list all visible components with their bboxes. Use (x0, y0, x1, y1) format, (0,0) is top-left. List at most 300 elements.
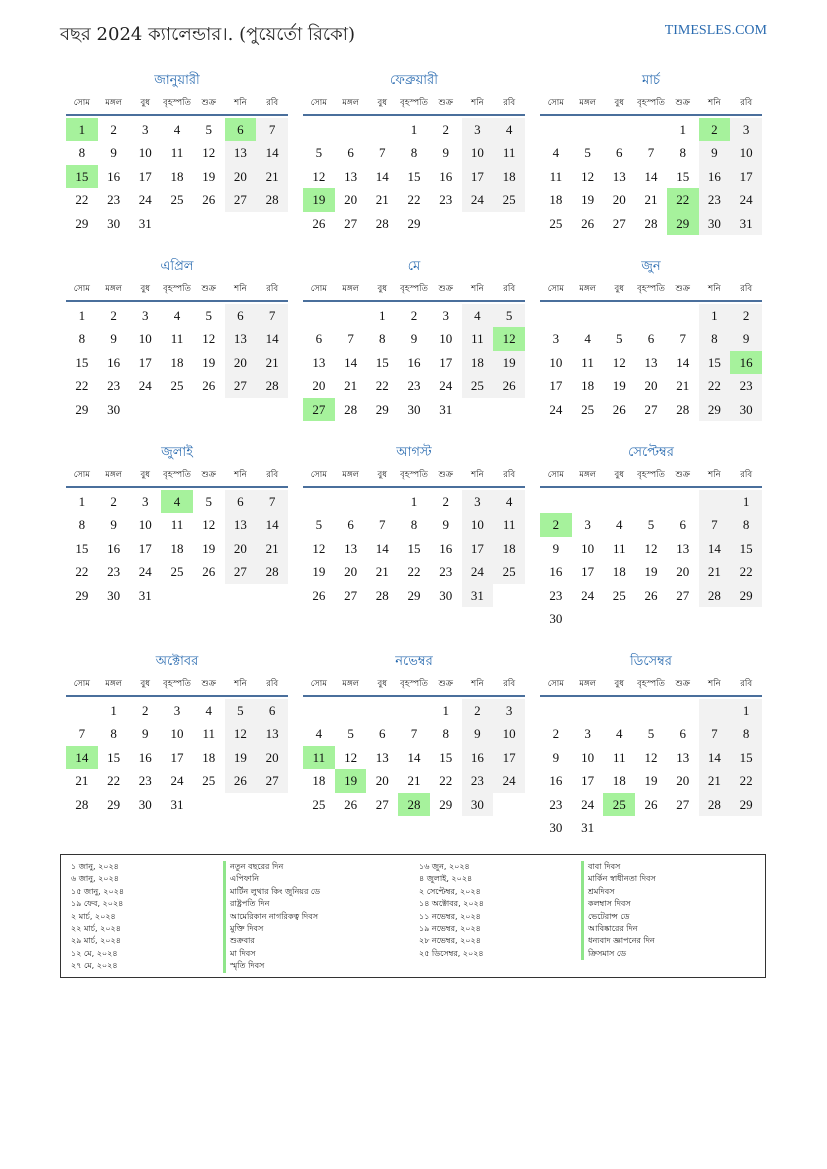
day-cell: 27 (676, 796, 690, 812)
legend-date: ২৯ মার্চ, ২০২৪ (71, 936, 121, 946)
weekday-label: শনি (708, 470, 721, 480)
holiday-day-cell: 27 (303, 398, 335, 421)
legend-date: ১৫ জানু, ২০২৪ (71, 886, 125, 896)
day-cell: 27 (612, 215, 626, 231)
day-cell: 13 (225, 327, 257, 350)
day-cell: 16 (699, 165, 731, 188)
day-cell: 31 (170, 796, 184, 812)
day-cell: 9 (442, 517, 449, 533)
weekday-label: সোম (73, 98, 90, 108)
day-cell: 27 (225, 188, 257, 211)
weekday-label: বৃহস্পতি (637, 470, 665, 480)
empty-cell (635, 304, 667, 327)
day-cell: 17 (581, 773, 595, 789)
day-cell: 1 (679, 122, 686, 137)
day-cell: 30 (439, 587, 453, 603)
day-cell: 6 (256, 699, 288, 722)
empty-cell (603, 699, 635, 722)
weekday-label: বৃহস্পতি (637, 679, 665, 689)
legend-date: ১২ মে, ২০২৪ (71, 948, 118, 958)
day-cell: 23 (730, 374, 762, 397)
day-cell: 22 (375, 378, 389, 394)
day-cell: 14 (375, 168, 389, 184)
day-cell: 15 (439, 749, 453, 765)
weekday-header (66, 464, 288, 488)
weekday-label: বৃহস্পতি (163, 470, 191, 480)
day-cell: 26 (344, 796, 358, 812)
weekday-label: বুধ (377, 98, 388, 108)
day-cell: 31 (138, 215, 152, 231)
day-cell: 25 (493, 188, 525, 211)
weekday-label: রবি (503, 284, 516, 294)
day-cell: 24 (170, 773, 184, 789)
holiday-day-cell: 2 (699, 118, 731, 141)
day-cell: 20 (375, 773, 389, 789)
weekday-label: বুধ (377, 470, 388, 480)
day-cell: 3 (173, 703, 181, 718)
day-cell: 21 (699, 560, 731, 583)
legend-holiday-name: মা দিবস (223, 948, 320, 960)
days-grid (303, 699, 525, 816)
empty-cell (699, 490, 731, 513)
weekday-label: শুক্র (675, 679, 690, 689)
day-cell: 11 (613, 540, 626, 556)
weekday-label: সোম (73, 284, 90, 294)
day-cell: 3 (552, 331, 560, 347)
day-cell: 20 (676, 564, 690, 580)
day-cell: 2 (730, 304, 762, 327)
day-cell: 3 (462, 490, 494, 513)
day-cell: 27 (676, 587, 690, 603)
weekday-label: মঙ্গল (105, 98, 122, 108)
empty-cell (540, 490, 572, 513)
day-cell: 18 (170, 354, 184, 370)
days-grid (303, 118, 525, 235)
legend-date: ২ সেপ্টেম্বর, ২০২৪ (419, 886, 481, 896)
day-cell: 29 (730, 584, 762, 607)
day-cell: 10 (462, 141, 494, 164)
weekday-label: মঙ্গল (105, 679, 122, 689)
holiday-day-cell: 15 (66, 165, 98, 188)
holiday-day-cell: 28 (398, 793, 430, 816)
day-cell: 3 (462, 118, 494, 141)
day-cell: 25 (493, 560, 525, 583)
day-cell: 18 (612, 773, 626, 789)
day-cell: 16 (107, 354, 121, 370)
day-cell: 1 (78, 308, 86, 323)
weekday-label: বুধ (140, 98, 151, 108)
weekday-label: মঙ্গল (342, 470, 359, 480)
day-cell: 23 (138, 773, 152, 789)
day-cell: 3 (584, 517, 591, 533)
empty-cell (540, 304, 572, 327)
month-name: ডিসেম্বর (630, 654, 672, 669)
day-cell: 4 (462, 304, 494, 327)
day-cell: 29 (407, 215, 421, 231)
legend-holiday-name: এপিফানি (223, 873, 320, 885)
day-cell: 6 (225, 304, 257, 327)
day-cell: 24 (462, 560, 494, 583)
day-cell: 14 (256, 327, 288, 350)
empty-cell (303, 304, 335, 327)
days-grid (540, 304, 762, 421)
day-cell: 10 (170, 726, 184, 742)
day-cell: 21 (75, 773, 89, 789)
empty-cell (366, 118, 398, 141)
day-cell: 9 (462, 722, 494, 745)
day-cell: 4 (173, 122, 181, 137)
day-cell: 29 (75, 215, 89, 231)
weekday-label: শুক্র (438, 98, 453, 108)
empty-cell (572, 304, 604, 327)
day-cell: 7 (410, 726, 418, 742)
day-cell: 18 (493, 537, 525, 560)
weekday-label: রবি (266, 470, 279, 480)
day-cell: 24 (138, 564, 152, 580)
weekday-label: শনি (471, 284, 484, 294)
month-block (66, 651, 288, 816)
day-cell: 10 (493, 722, 525, 745)
days-grid (303, 304, 525, 421)
day-cell: 26 (312, 587, 326, 603)
day-cell: 11 (581, 354, 594, 370)
day-cell: 1 (379, 308, 386, 323)
day-cell: 23 (439, 192, 453, 208)
day-cell: 17 (439, 354, 453, 370)
weekday-label: মঙ্গল (342, 679, 359, 689)
day-cell: 24 (493, 769, 525, 792)
day-cell: 5 (205, 308, 212, 323)
empty-cell (603, 118, 635, 141)
day-cell: 10 (138, 331, 152, 347)
legend-left-dates (71, 861, 124, 973)
weekday-header (540, 464, 762, 488)
weekday-label: রবি (740, 284, 753, 294)
day-cell: 26 (581, 215, 595, 231)
weekday-label: শুক্র (201, 98, 216, 108)
days-grid (540, 118, 762, 235)
weekday-label: বুধ (140, 679, 151, 689)
day-cell: 8 (379, 331, 386, 347)
day-cell: 7 (699, 513, 731, 536)
weekday-label: রবি (266, 284, 279, 294)
empty-cell (66, 699, 98, 722)
day-cell: 21 (375, 564, 389, 580)
day-cell: 30 (730, 398, 762, 421)
day-cell: 5 (584, 145, 591, 161)
day-cell: 21 (407, 773, 421, 789)
day-cell: 29 (730, 793, 762, 816)
day-cell: 4 (616, 726, 623, 742)
day-cell: 24 (138, 192, 152, 208)
holiday-day-cell: 1 (66, 118, 98, 141)
day-cell: 18 (612, 564, 626, 580)
weekday-label: বৃহস্পতি (163, 679, 191, 689)
day-cell: 23 (462, 769, 494, 792)
legend-holiday-name: মার্কিন স্বাধীনতা দিবস (581, 873, 656, 885)
day-cell: 24 (581, 796, 595, 812)
day-cell: 27 (225, 560, 257, 583)
holiday-day-cell: 6 (225, 118, 257, 141)
day-cell: 6 (315, 331, 323, 347)
day-cell: 19 (581, 192, 595, 208)
day-cell: 2 (442, 494, 449, 509)
day-cell: 10 (730, 141, 762, 164)
day-cell: 3 (142, 122, 149, 137)
site-link[interactable]: TIMESLES.COM (664, 23, 767, 38)
day-cell: 5 (205, 122, 212, 137)
day-cell: 13 (612, 168, 626, 184)
day-cell: 20 (256, 746, 288, 769)
holiday-day-cell: 12 (493, 327, 525, 350)
day-cell: 18 (202, 749, 216, 765)
empty-cell (572, 118, 604, 141)
weekday-header (540, 278, 762, 302)
weekday-label: বুধ (614, 679, 625, 689)
day-cell: 11 (493, 513, 525, 536)
day-cell: 25 (170, 378, 184, 394)
holiday-day-cell: 11 (303, 746, 335, 769)
day-cell: 21 (699, 769, 731, 792)
month-block (540, 442, 762, 630)
day-cell: 11 (202, 726, 215, 742)
day-cell: 5 (647, 726, 655, 742)
day-cell: 18 (462, 351, 494, 374)
day-cell: 12 (202, 331, 216, 347)
day-cell: 28 (256, 188, 288, 211)
month-block (303, 70, 525, 235)
day-cell: 11 (549, 168, 563, 184)
legend-date: ১৯ নভেম্বর, ২০২৪ (419, 923, 481, 933)
day-cell: 28 (256, 560, 288, 583)
weekday-label: মঙ্গল (105, 284, 122, 294)
legend-date: ৪ জুলাই, ২০২৪ (419, 874, 473, 884)
month-name: ফেব্রুয়ারী (390, 73, 438, 88)
day-cell: 21 (256, 351, 288, 374)
empty-cell (635, 490, 667, 513)
day-cell: 5 (225, 699, 257, 722)
day-cell: 25 (170, 564, 184, 580)
day-cell: 30 (549, 819, 563, 835)
day-cell: 13 (344, 168, 358, 184)
day-cell: 7 (699, 722, 731, 745)
day-cell: 23 (549, 587, 563, 603)
day-cell: 26 (493, 374, 525, 397)
day-cell: 29 (107, 796, 121, 812)
day-cell: 8 (679, 145, 686, 161)
weekday-label: রবি (503, 679, 516, 689)
legend-date: ১৪ অক্টোবর, ২০২৪ (419, 899, 484, 909)
weekday-label: শুক্র (201, 470, 216, 480)
month-name: মার্চ (641, 73, 660, 88)
month-name: আগস্ট (396, 445, 432, 460)
empty-cell (667, 699, 699, 722)
day-cell: 11 (170, 517, 184, 533)
day-cell: 20 (644, 378, 658, 394)
day-cell: 30 (138, 796, 152, 812)
day-cell: 31 (730, 212, 762, 235)
day-cell: 3 (493, 699, 525, 722)
days-grid (66, 118, 288, 235)
weekday-label: মঙ্গল (579, 284, 596, 294)
weekday-label: শনি (471, 679, 484, 689)
day-cell: 3 (584, 726, 591, 742)
weekday-label: সোম (310, 679, 327, 689)
day-cell: 12 (225, 722, 257, 745)
weekday-label: সোম (547, 679, 564, 689)
days-grid (66, 304, 288, 421)
day-cell: 4 (584, 331, 591, 347)
day-cell: 12 (612, 354, 626, 370)
day-cell: 23 (407, 378, 421, 394)
day-cell: 12 (344, 749, 358, 765)
day-cell: 9 (110, 331, 117, 347)
day-cell: 4 (173, 308, 181, 323)
day-cell: 8 (110, 726, 117, 742)
month-block (66, 442, 288, 607)
day-cell: 7 (256, 304, 288, 327)
day-cell: 19 (225, 746, 257, 769)
legend-date: ৬ জানু, ২০২৪ (71, 874, 119, 884)
day-cell: 6 (647, 331, 655, 347)
day-cell: 13 (644, 354, 658, 370)
day-cell: 19 (202, 354, 216, 370)
day-cell: 2 (552, 726, 560, 742)
day-cell: 2 (110, 122, 117, 137)
day-cell: 23 (107, 564, 121, 580)
day-cell: 21 (644, 192, 658, 208)
day-cell: 26 (312, 215, 326, 231)
day-cell: 14 (407, 749, 421, 765)
day-cell: 23 (699, 188, 731, 211)
day-cell: 7 (379, 145, 386, 161)
day-cell: 28 (375, 587, 389, 603)
month-name: মে (407, 259, 421, 274)
day-cell: 21 (344, 378, 358, 394)
day-cell: 9 (730, 327, 762, 350)
empty-cell (335, 304, 367, 327)
day-cell: 30 (407, 401, 421, 417)
day-cell: 28 (676, 401, 690, 417)
day-cell: 29 (75, 587, 89, 603)
days-grid (66, 490, 288, 607)
day-cell: 25 (462, 374, 494, 397)
day-cell: 14 (344, 354, 358, 370)
day-cell: 6 (616, 145, 623, 161)
day-cell: 28 (256, 374, 288, 397)
day-cell: 14 (676, 354, 690, 370)
day-cell: 8 (442, 726, 449, 742)
day-cell: 23 (107, 192, 121, 208)
day-cell: 20 (676, 773, 690, 789)
day-cell: 10 (462, 513, 494, 536)
month-block (540, 70, 762, 235)
day-cell: 3 (142, 308, 149, 323)
holiday-day-cell: 16 (730, 351, 762, 374)
day-cell: 29 (439, 796, 453, 812)
day-cell: 22 (107, 773, 121, 789)
month-name: জুলাই (161, 445, 193, 460)
day-cell: 24 (549, 401, 563, 417)
day-cell: 30 (462, 793, 494, 816)
day-cell: 13 (256, 722, 288, 745)
day-cell: 17 (138, 354, 152, 370)
empty-cell (603, 304, 635, 327)
day-cell: 7 (78, 726, 86, 742)
weekday-label: বৃহস্পতি (163, 284, 191, 294)
weekday-label: বৃহস্পতি (637, 98, 665, 108)
day-cell: 2 (110, 494, 117, 509)
day-cell: 19 (202, 540, 216, 556)
legend-right-dates (419, 861, 484, 960)
legend-holiday-name: শ্রমদিবস (581, 886, 656, 898)
legend-date: ২৮ নভেম্বর, ২০২৪ (419, 936, 481, 946)
weekday-label: সোম (547, 284, 564, 294)
weekday-label: বুধ (614, 284, 625, 294)
legend-holiday-name: ক্রিসমাস ডে (581, 948, 656, 960)
day-cell: 17 (581, 564, 595, 580)
day-cell: 27 (375, 796, 389, 812)
weekday-label: শনি (234, 284, 247, 294)
weekday-label: মঙ্গল (579, 679, 596, 689)
weekday-label: সোম (73, 679, 90, 689)
days-grid (540, 490, 762, 630)
day-cell: 12 (312, 540, 326, 556)
empty-cell (335, 699, 367, 722)
day-cell: 16 (462, 746, 494, 769)
weekday-label: রবি (503, 470, 516, 480)
day-cell: 25 (170, 192, 184, 208)
empty-cell (303, 699, 335, 722)
empty-cell (635, 699, 667, 722)
weekday-label: বুধ (614, 470, 625, 480)
day-cell: 17 (549, 378, 563, 394)
holiday-legend (60, 854, 766, 978)
weekday-label: রবি (266, 679, 279, 689)
day-cell: 18 (549, 192, 563, 208)
day-cell: 15 (75, 540, 89, 556)
day-cell: 4 (315, 726, 323, 742)
day-cell: 28 (375, 215, 389, 231)
day-cell: 4 (493, 490, 525, 513)
day-cell: 23 (107, 378, 121, 394)
legend-holiday-name: নতুন বছরের দিন (223, 861, 320, 873)
weekday-label: শনি (708, 679, 721, 689)
day-cell: 11 (170, 145, 184, 161)
weekday-label: শুক্র (675, 470, 690, 480)
day-cell: 16 (407, 354, 421, 370)
day-cell: 7 (347, 331, 354, 347)
month-name: সেপ্টেম্বর (628, 445, 674, 460)
day-cell: 31 (439, 401, 453, 417)
day-cell: 12 (202, 517, 216, 533)
day-cell: 2 (142, 703, 149, 718)
legend-holiday-name: শুক্রবার (223, 935, 320, 947)
day-cell: 26 (202, 564, 216, 580)
day-cell: 22 (75, 192, 89, 208)
weekday-label: মঙ্গল (579, 98, 596, 108)
weekday-label: শনি (708, 98, 721, 108)
day-cell: 31 (138, 587, 152, 603)
empty-cell (335, 118, 367, 141)
weekday-label: মঙ্গল (342, 284, 359, 294)
day-cell: 8 (410, 145, 418, 161)
day-cell: 21 (256, 165, 288, 188)
days-grid (66, 699, 288, 816)
day-cell: 12 (312, 168, 326, 184)
holiday-day-cell: 19 (303, 188, 335, 211)
legend-holiday-name: রাষ্ট্রপতি দিন (223, 898, 320, 910)
